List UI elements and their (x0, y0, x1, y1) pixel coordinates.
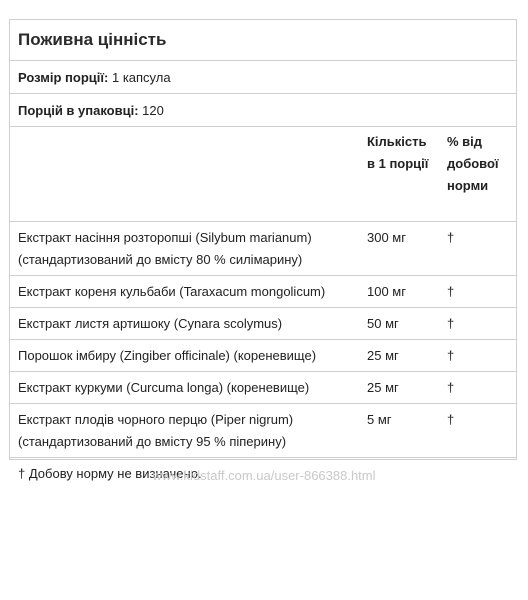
ingredient-amount: 25 мг (367, 380, 399, 395)
serving-size-row (10, 61, 516, 94)
amount-header-line2: в 1 порції (367, 156, 429, 171)
ingredient-name: Екстракт плодів чорного перцю (Piper nigrum) (стандартизований до вмісту 95 % піперину) (18, 412, 294, 449)
ingredient-daily-value: † (447, 284, 455, 299)
ingredient-name: Екстракт куркуми (Curcuma longa) (кореневище) (18, 380, 310, 395)
servings-per-container-label: Порцій в упаковці: (18, 102, 139, 118)
ingredient-daily-value: † (447, 348, 455, 363)
ingredient-name: Екстракт насіння розторопші (Silybum marianum) (стандартизований до вмісту 80 % силімарину) (18, 230, 312, 267)
ingredient-daily-value: † (447, 230, 455, 245)
ingredient-daily-value: † (447, 412, 455, 427)
ingredient-amount: 50 мг (367, 316, 399, 331)
column-header-row (10, 127, 516, 222)
ingredient-row (10, 308, 516, 340)
dv-header-line3: норми (447, 178, 489, 193)
watermark: www.kidstaff.com.ua/user-866388.html (152, 468, 376, 483)
footnote: † Добову норму не визначено. (18, 466, 202, 481)
dv-header-line1: % від (447, 134, 483, 149)
ingredient-amount: 25 мг (367, 348, 399, 363)
ingredient-amount: 5 мг (367, 412, 392, 427)
amount-header-line1: Кількість (367, 134, 427, 149)
ingredient-name: Екстракт листя артишоку (Cynara scolymus) (18, 316, 283, 331)
ingredient-row (10, 340, 516, 372)
serving-size-label: Розмір порції: (18, 69, 109, 85)
amount-column-header (367, 131, 439, 175)
ingredient-row (10, 372, 516, 404)
panel-title: Поживна цінність (10, 20, 516, 61)
servings-per-container-value: 120 (138, 102, 164, 118)
ingredient-row (10, 404, 516, 458)
daily-value-column-header (447, 131, 511, 197)
servings-per-container-row (10, 94, 516, 127)
ingredient-daily-value: † (447, 380, 455, 395)
ingredient-daily-value: † (447, 316, 455, 331)
ingredient-row (10, 222, 516, 276)
serving-size-value: 1 капсула (108, 69, 171, 85)
ingredient-name: Екстракт кореня кульбаби (Taraxacum mongolicum) (18, 284, 326, 299)
ingredient-amount: 100 мг (367, 284, 406, 299)
ingredient-row (10, 276, 516, 308)
ingredient-amount: 300 мг (367, 230, 406, 245)
dv-header-line2: добової (447, 156, 499, 171)
ingredient-name: Порошок імбиру (Zingiber officinale) (кореневище) (18, 348, 317, 363)
